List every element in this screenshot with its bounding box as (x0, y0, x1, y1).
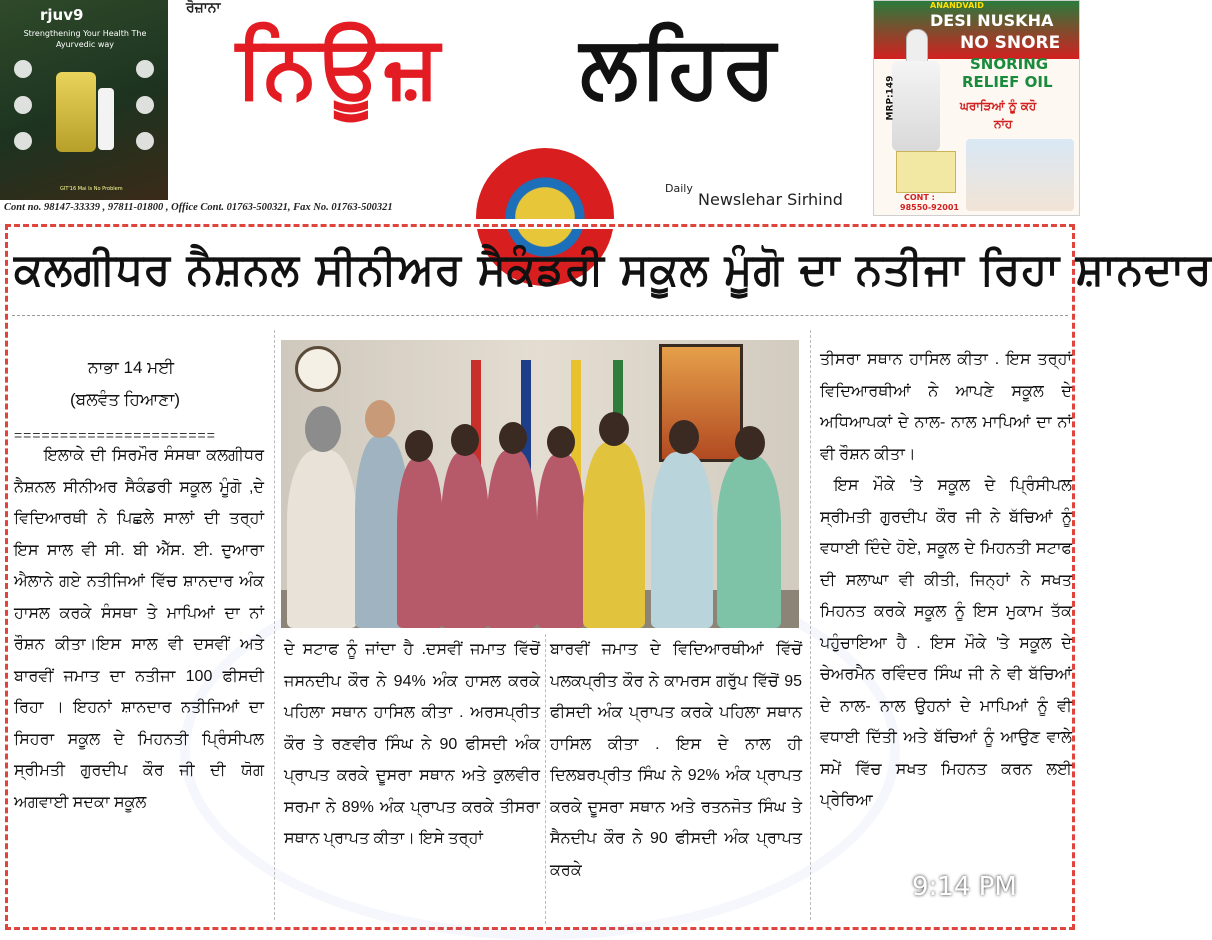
separator-line: ====================== (14, 427, 216, 443)
person-head (365, 400, 395, 438)
person-head (499, 422, 527, 454)
ad-footer: GIT'16 Mai Is No Problem (60, 186, 123, 192)
article-column-2 (284, 634, 540, 855)
masthead-title-black: ਲਹਿਰ (580, 17, 778, 117)
article-headline: ਕਲਗੀਧਰ ਨੈਸ਼ਨਲ ਸੀਨੀਅਰ ਸੈਕੰਡਰੀ ਸਕੂਲ ਮੂੰਗੋ ਦਾ ਨਤੀਜਾ ਰਿਹਾ ਸ਼ਾਨਦਾਰ (14, 244, 1212, 295)
person-figure (441, 452, 489, 628)
person-figure (583, 442, 645, 628)
person-figure (537, 454, 585, 628)
person-figure (287, 450, 357, 628)
person-figure (717, 456, 781, 628)
benefit-icon (14, 96, 32, 114)
ad-brand: rjuv9 (40, 6, 84, 24)
person-head (547, 426, 575, 458)
person-head (305, 406, 341, 452)
ad-line: SNORING (970, 55, 1049, 73)
masthead-label: ਰੋਜ਼ਾਨਾ (186, 0, 221, 16)
dateline: ਨਾਭਾ 14 ਮਈ (88, 358, 175, 377)
product-box-image (56, 72, 96, 152)
contact-line: Cont no. 98147-33339 , 97811-01800 , Office Cont. 01763-500321, Fax No. 01763-500321 (4, 202, 393, 213)
person-head (735, 426, 765, 460)
brand-line: Newslehar Sirhind (698, 190, 843, 209)
benefit-icon (14, 132, 32, 150)
ad-contact-label: CONT : (904, 193, 935, 202)
timestamp-overlay: 9:14 PM (912, 872, 1017, 902)
person-head (405, 430, 433, 462)
column-divider (545, 634, 546, 924)
article-column-1 (14, 440, 264, 818)
benefit-icon (136, 96, 154, 114)
column-divider (810, 330, 811, 920)
ad-tagline: Strengthening Your Health The Ayurvedic way (23, 29, 147, 49)
person-figure (487, 450, 537, 628)
product-bottle-image (892, 61, 940, 151)
left-advertisement (0, 0, 168, 200)
headline-divider (12, 315, 1068, 316)
article-column-4 (820, 344, 1072, 817)
ad-line: RELIEF OIL (962, 73, 1053, 91)
ad-line: ਨਾਂਹ (994, 117, 1013, 131)
ad-phone: 98550-92001 (900, 203, 959, 212)
ad-line: DESI NUSKHA (930, 11, 1054, 30)
ad-line: ਘਰਾੜਿਆਂ ਨੂੰ ਕਹੋ (960, 99, 1037, 113)
sleeping-children-image (966, 139, 1074, 211)
person-figure (651, 452, 713, 628)
product-bottle-image (98, 88, 114, 150)
masthead-title-red: ਨਿਊਜ਼ (236, 17, 442, 117)
byline: (ਬਲਵੰਤ ਹਿਆਣਾ) (70, 390, 181, 409)
person-figure (397, 458, 443, 628)
article-paragraph: ਦੇ ਸਟਾਫ ਨੂੰ ਜਾਂਦਾ ਹੈ .ਦਸਵੀਂ ਜਮਾਤ ਵਿੱਚੋਂ ਜਸਨਦੀਪ ਕੌਰ ਨੇ 94% ਅੰਕ ਹਾਸਲ ਕਰਕੇ ਪਹਿਲਾ ਸਥਾਨ ਹਾਸਿਲ ਕੀਤਾ . ਅਰਸਪ੍ਰੀਤ ਕੌਰ ਤੇ ਰਣਵੀਰ ਸਿੰਘ ਨੇ 90 ਫੀਸਦੀ ਅੰਕ ਪ੍ਰਾਪਤ ਕਰਕੇ ਦੂਸਰਾ ਸਥਾਨ ਅਤੇ ਕੁਲਵੀਰ ਸਰਮਾ ਨੇ 89% ਅੰਕ ਪ੍ਰਾਪਤ ਕਰਕੇ ਤੀਸਰਾ ਸਥਾਨ ਪ੍ਰਾਪਤ ਕੀਤਾ। ਇਸੇ ਤਰ੍ਹਾਂ (284, 641, 540, 847)
benefit-icon (136, 60, 154, 78)
bottle-cap-image (906, 29, 928, 65)
article-paragraph: ਇਸ ਮੌਕੇ 'ਤੇ ਸਕੂਲ ਦੇ ਪ੍ਰਿੰਸੀਪਲ ਸ੍ਰੀਮਤੀ ਗੁਰਦੀਪ ਕੌਰ ਜੀ ਨੇ ਬੱਚਿਆਂ ਨੂੰ ਵਧਾਈ ਦਿੰਦੇ ਹੋਏ, ਸਕੂਲ ਦੇ ਮਿਹਨਤੀ ਸਟਾਫ ਦੀ ਸਲਾਘਾ ਵੀ ਕੀਤੀ, ਜਿਨ੍ਹਾਂ ਨੇ ਸਖਤ ਮਿਹਨਤ ਕਰਕੇ ਸਕੂਲ ਨੂੰ ਇਸ ਮੁਕਾਮ ਤੱਕ ਪਹੁੰਚਾਇਆ ਹੈ . ਇਸ ਮੌਕੇ 'ਤੇ ਸਕੂਲ ਦੇ ਚੇਅਰਮੈਨ ਰਵਿੰਦਰ ਸਿੰਘ ਜੀ ਨੇ ਵੀ ਬੱਚਿਆਂ ਦੇ ਨਾਲ- ਨਾਲ ਉਹਨਾਂ ਦੇ ਮਾਪਿਆਂ ਨੂੰ ਵੀ ਵਧਾਈ ਦਿੱਤੀ ਅਤੇ ਬੱਚਿਆਂ ਨੂੰ ਆਉਣ ਵਾਲੇ ਸਮੇਂ ਵਿੱਚ ਸਖਤ ਮਿਹਨਤ ਕਰਨ ਲਈ ਪ੍ਰੇਰਿਆ (820, 477, 1072, 809)
ad-mrp: MRP:149 (885, 75, 896, 121)
article-paragraph: ਇਲਾਕੇ ਦੀ ਸਿਰਮੌਰ ਸੰਸਥਾ ਕਲਗੀਧਰ ਨੈਸ਼ਨਲ ਸੀਨੀਅਰ ਸੈਕੰਡਰੀ ਸਕੂਲ ਮੂੰਗੋ ,ਦੇ ਵਿਦਿਆਰਥੀ ਨੇ ਪਿਛਲੇ ਸਾਲਾਂ ਦੀ ਤਰ੍ਹਾਂ ਇਸ ਸਾਲ ਵੀ ਸੀ. ਬੀ ਐੱਸ. ਈ. ਦੁਆਰਾ ਐਲਾਨੇ ਗਏ ਨਤੀਜਿਆਂ ਵਿੱਚ ਸ਼ਾਨਦਾਰ ਅੰਕ ਹਾਸਲ ਕਰਕੇ ਸੰਸਥਾ ਤੇ ਮਾਪਿਆਂ ਦਾ ਨਾਂ ਰੌਸ਼ਨ ਕੀਤਾ।ਇਸ ਸਾਲ ਵੀ ਦਸਵੀਂ ਅਤੇ ਬਾਰਵੀਂ ਜਮਾਤ ਦਾ ਨਤੀਜਾ 100 ਫੀਸਦੀ ਰਿਹਾ । ਇਹਨਾਂ ਸ਼ਾਨਦਾਰ ਨਤੀਜਿਆਂ ਦਾ ਸਿਹਰਾ ਸਕੂਲ ਦੇ ਮਿਹਨਤੀ ਪ੍ਰਿੰਸੀਪਲ ਸ੍ਰੀਮਤੀ ਗੁਰਦੀਪ ਕੌਰ ਜੀ ਦੀ ਯੋਗ ਅਗਵਾਈ ਸਦਕਾ ਸਕੂਲ (14, 447, 264, 811)
person-head (599, 412, 629, 446)
ad-line: NO SNORE (960, 33, 1061, 53)
right-advertisement (873, 0, 1080, 216)
person-head (451, 424, 479, 456)
column-divider (274, 330, 275, 920)
ad-brand: ANANDVAID (930, 1, 984, 10)
benefit-icon (136, 132, 154, 150)
person-head (669, 420, 699, 454)
article-paragraph: ਬਾਰਵੀਂ ਜਮਾਤ ਦੇ ਵਿਦਿਆਰਥੀਆਂ ਵਿੱਚੋਂ ਪਲਕਪ੍ਰੀਤ ਕੌਰ ਨੇ ਕਾਮਰਸ ਗਰੁੱਪ ਵਿੱਚੋਂ 95 ਫੀਸਦੀ ਅੰਕ ਪ੍ਰਾਪਤ ਕਰਕੇ ਪਹਿਲਾ ਸਥਾਨ ਹਾਸਿਲ ਕੀਤਾ . ਇਸ ਦੇ ਨਾਲ ਹੀ ਦਿਲਬਰਪ੍ਰੀਤ ਸਿੰਘ ਨੇ 92% ਅੰਕ ਪ੍ਰਾਪਤ ਕਰਕੇ ਦੂਸਰਾ ਸਥਾਨ ਅਤੇ ਰਤਨਜੋਤ ਸਿੰਘ ਤੇ ਸੈਨਦੀਪ ਕੌਰ ਨੇ 90 ਫੀਸਦੀ ਅੰਕ ਪ੍ਰਾਪਤ ਕਰਕੇ (550, 641, 802, 879)
article-column-3 (550, 634, 802, 886)
article-photo (281, 340, 799, 628)
wall-clock-image (295, 346, 341, 392)
article-paragraph: ਤੀਸਰਾ ਸਥਾਨ ਹਾਸਿਲ ਕੀਤਾ . ਇਸ ਤਰ੍ਹਾਂ ਵਿਦਿਆਰਥੀਆਂ ਨੇ ਆਪਣੇ ਸਕੂਲ ਦੇ ਅਧਿਆਪਕਾਂ ਦੇ ਨਾਲ- ਨਾਲ ਮਾਪਿਆਂ ਦਾ ਨਾਂ ਵੀ ਰੌਸ਼ਨ ਕੀਤਾ। (820, 351, 1072, 463)
benefit-icon (14, 60, 32, 78)
product-box-image (896, 151, 956, 193)
daily-label: Daily (665, 182, 693, 195)
